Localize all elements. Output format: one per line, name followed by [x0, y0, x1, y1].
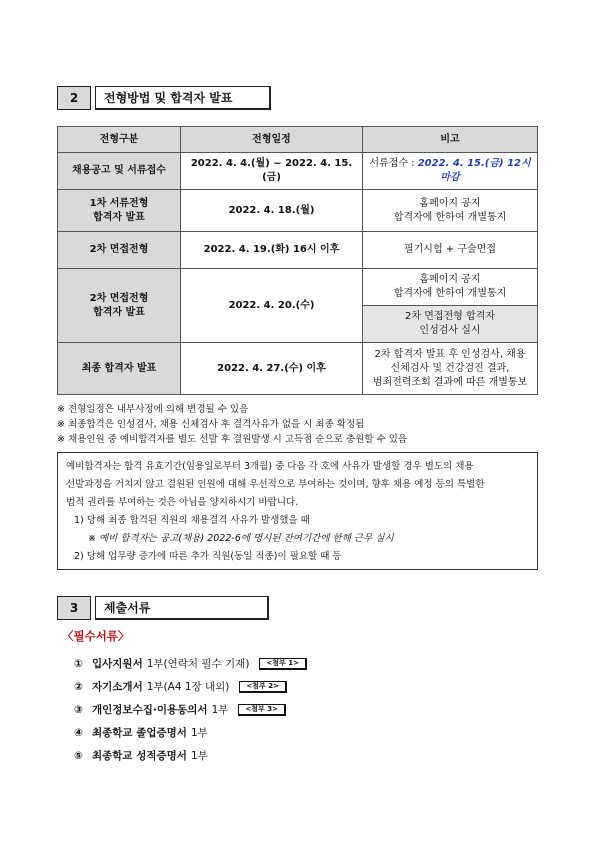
list-item: ③ 개인정보수집·이용동의서 1부 <첨부 3>	[74, 698, 307, 721]
reserve-candidate-box	[57, 452, 538, 570]
doc-name: 입사지원서	[92, 658, 143, 670]
section-2-heading	[57, 86, 271, 110]
row-date: 2022. 4. 4.(월) ~ 2022. 4. 15.(금)	[181, 153, 363, 190]
box-item: 1) 당해 최종 합격된 직원의 채용결격 사유가 발생했을 때	[74, 515, 310, 526]
note-line: ※ 채용인원 중 예비합격자를 별도 선발 후 결원발생 시 고득점 순으로 충원할 수 있음	[57, 434, 408, 445]
list-item: ④ 최종학교 졸업증명서 1부	[74, 726, 208, 739]
doc-desc: 1부(연락처 필수 기재)	[146, 658, 250, 670]
section-number: 3	[57, 596, 91, 620]
row-date: 2022. 4. 18.(월)	[181, 190, 363, 232]
note-line: ※ 최종합격은 인성검사, 채용 신체검사 후 결격사유가 없을 시 최종 확정됨	[57, 419, 365, 430]
row-date: 2022. 4. 20.(수)	[181, 269, 363, 343]
box-text: 예비합격자는 합격 유효기간(임용일로부터 3개월) 중 다음 각 호에 사유가 발생할 경우 별도의 채용	[66, 461, 474, 472]
list-item: ⑤ 최종학교 성적증명서 1부	[74, 749, 208, 762]
attachment-tag: <첨부 2>	[239, 681, 287, 693]
list-item: ① 입사지원서 1부(연락처 필수 기재) <첨부 1>	[74, 652, 307, 675]
deadline-highlight: 2022. 4. 15.(금) 12시 마감	[417, 158, 531, 183]
box-item: 2) 당해 업무량 증가에 따른 추가 직원(동일 직종)이 필요할 때 등	[74, 551, 342, 562]
header-schedule: 전형일정	[181, 127, 363, 153]
row-date: 2022. 4. 27.(수) 이후	[181, 343, 363, 395]
header-note: 비고	[363, 127, 538, 153]
header-category: 전형구분	[58, 127, 181, 153]
schedule-table	[57, 126, 538, 395]
row-note: 홈페이지 공지 합격자에 한하여 개별통지	[363, 190, 538, 232]
box-text: 선발과정을 거치지 않고 결원된 인원에 대해 우선적으로 부여하는 것이며, 향후 채용 예정 등의 특별한	[66, 479, 485, 490]
row-note: 서류접수 : 2022. 4. 15.(금) 12시 마감	[363, 153, 538, 190]
row-label: 채용공고 및 서류접수	[58, 153, 181, 190]
row-date: 2022. 4. 19.(화) 16시 이후	[181, 232, 363, 269]
row-label: 2차 면접전형	[58, 232, 181, 269]
section-3-heading	[57, 596, 269, 620]
row-note: 2차 면접전형 합격자 인성검사 실시	[363, 306, 538, 343]
attachment-tag: <첨부 1>	[259, 658, 307, 670]
doc-desc: 1부(A4 1장 내외)	[146, 681, 230, 693]
row-label: 2차 면접전형 합격자 발표	[58, 269, 181, 343]
document-list	[74, 652, 307, 767]
doc-name: 최종학교 성적증명서	[92, 750, 187, 762]
row-label: 최종 합격자 발표	[58, 343, 181, 395]
box-text: 법적 권리를 부여하는 것은 아님을 양지하시기 바랍니다.	[66, 497, 299, 508]
row-note: 2차 합격자 발표 후 인성검사, 채용 신체검사 및 건강검진 결과, 범죄전력조회 결과에 따른 개별통보	[363, 343, 538, 395]
doc-name: 최종학교 졸업증명서	[92, 727, 187, 739]
table-row	[58, 343, 538, 395]
section-title: 제출서류	[95, 596, 269, 620]
section-title: 전형방법 및 합격자 발표	[95, 86, 271, 110]
table-row	[58, 269, 538, 306]
row-note: 홈페이지 공지 합격자에 한하여 개별통지	[363, 269, 538, 306]
row-label: 1차 서류전형 합격자 발표	[58, 190, 181, 232]
table-row	[58, 190, 538, 232]
row-note: 필기시험 + 구술면접	[363, 232, 538, 269]
doc-name: 개인정보수집·이용동의서	[92, 704, 208, 716]
box-item-note: ※ 예비 합격자는 공고(채용) 2022-6에 명시된 잔여기간에 한해 근무 실시	[88, 533, 394, 544]
table-row	[58, 153, 538, 190]
section-number: 2	[57, 86, 91, 110]
attachment-tag: <첨부 3>	[238, 704, 286, 716]
schedule-notes	[57, 402, 407, 447]
doc-desc: 1부	[190, 727, 208, 739]
list-item: ② 자기소개서 1부(A4 1장 내외) <첨부 2>	[74, 675, 307, 698]
note-line: ※ 전형일정은 내부사정에 의해 변경될 수 있음	[57, 404, 249, 415]
table-header-row	[58, 127, 538, 153]
doc-desc: 1부	[190, 750, 208, 762]
required-docs-heading: 〈필수서류〉	[62, 629, 130, 643]
table-row	[58, 232, 538, 269]
doc-name: 자기소개서	[92, 681, 143, 693]
doc-desc: 1부	[211, 704, 229, 716]
